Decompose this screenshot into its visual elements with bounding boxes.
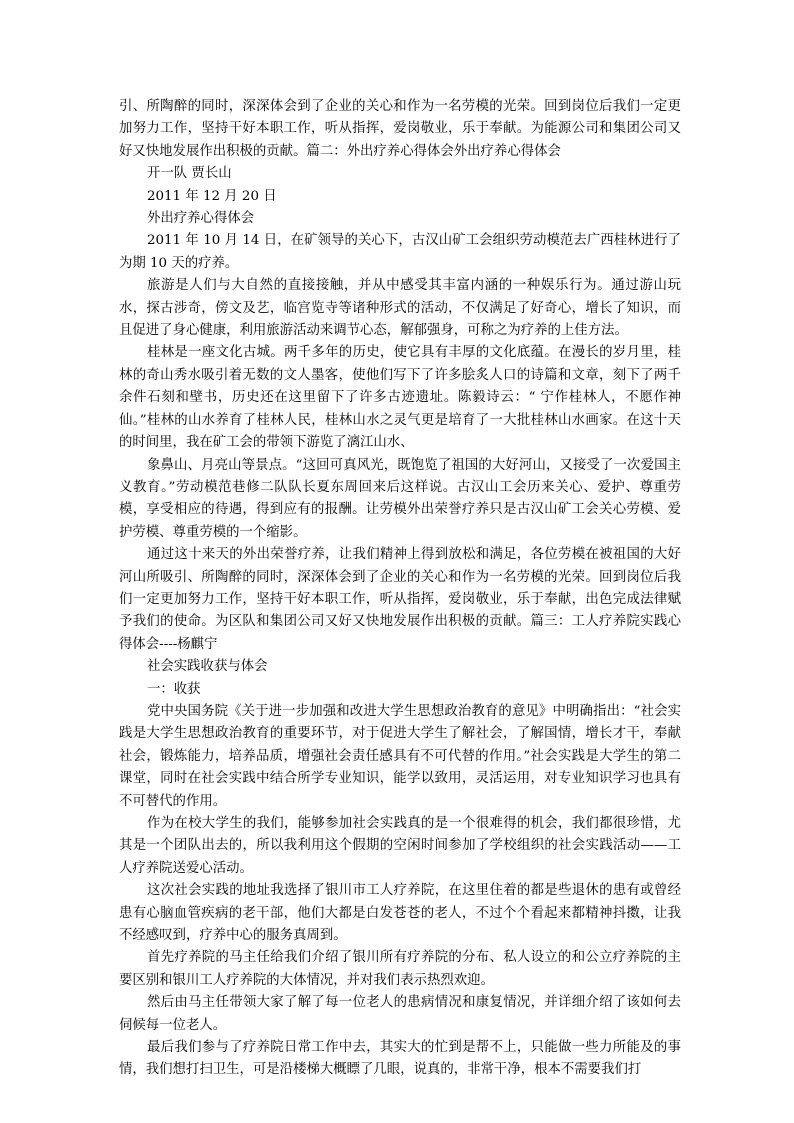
paragraph: 象鼻山、月亮山等景点。“这回可真风光，既饱览了祖国的大好河山，又接受了一次爱国主义教育。”劳动模范巷修二队队长夏东周回来后这样说。古汉山工会历来关心、爱护、尊重劳模，享受相应的待遇，得到应有的报酬。让劳模外出荣誉疗养只是古汉山矿工会关心劳模、爱护劳模、尊重劳模的一个缩影。 — [119, 457, 681, 540]
paragraph: 党中央国务院《关于进一步加强和改进大学生思想政治教育的意见》中明确指出：“社会实践是大学生思想政治教育的重要环节，对于促进大学生了解社会，了解国情，增长才干，奉献社会，锻炼能力，培养品质，增强社会责任感具有不可代替的作用。”社会实践是大学生的第二课堂，同时在社会实践中结合所学专业知识，能学以致用，灵活运用，对专业知识学习也具有不可替代的作用。 — [119, 703, 681, 809]
paragraph: 2011 年 10 月 14 日，在矿领导的关心下，古汉山矿工会组织劳动模范去广西桂林进行了为期 10 天的疗养。 — [119, 233, 681, 271]
subsection-title: 一：收获 — [147, 681, 201, 697]
paragraph-continuation: 引、所陶醉的同时，深深体会到了企业的关心和作为一名劳模的光荣。回到岗位后我们一定更加努力工作，坚持干好本职工作，听从指挥，爱岗敬业，乐于奉献。为能源公司和集团公司又好又快地发展作出积极的贡献。篇二：外出疗养心得体会外出疗养心得体会 — [119, 99, 681, 159]
section-title: 外出疗养心得体会 — [147, 211, 255, 227]
paragraph: 最后我们参与了疗养院日常工作中去，其实大的忙到是帮不上，只能做一些力所能及的事情，我们想打扫卫生，可是沿楼梯大概瞟了几眼，说真的，非常干净，根本不需要我们打 — [119, 1040, 681, 1078]
document-page — [119, 96, 681, 1082]
paragraph: 然后由马主任带领大家了解了每一位老人的患病情况和康复情况，并详细介绍了该如何去伺候每一位老人。 — [119, 995, 681, 1033]
paragraph: 桂林是一座文化古城。两千多年的历史，使它具有丰厚的文化底蕴。在漫长的岁月里，桂林的奇山秀水吸引着无数的文人墨客，使他们写下了许多脍炙人口的诗篇和文章，刻下了两千余件石刻和壁书，历史还在这里留下了许多古迹遗址。陈毅诗云：“ 宁作桂林人，不愿作神仙。”桂林的山水养育了桂林人民，桂林山水之灵气更是培育了一大批桂林山水画家。在这十天的时间里，我在矿工会的带领下游览了漓江山水、 — [119, 345, 681, 451]
paragraph: 旅游是人们与大自然的直接接触，并从中感受其丰富内涵的一种娱乐行为。通过游山玩水，探古涉奇，傍文及艺，临宫览寺等诸种形式的活动，不仅满足了好奇心，增长了知识，而且促进了身心健康，利用旅游活动来调节心态，解郁强身，可称之为疗养的上佳方法。 — [119, 278, 681, 339]
section-title: 社会实践收获与体会 — [147, 659, 268, 675]
paragraph: 这次社会实践的地址我选择了银川市工人疗养院，在这里住着的都是些退休的患有或曾经患有心脑血管疾病的老干部，他们大都是白发苍苍的老人，不过个个看起来都精神抖擞，让我不经感叹到，疗养中心的服务真周到。 — [119, 883, 681, 944]
date-line: 2011 年 12 月 20 日 — [147, 188, 277, 204]
paragraph: 作为在校大学生的我们，能够参加社会实践真的是一个很难得的机会，我们都很珍惜，尤其是一个团队出去的，所以我利用这个假期的空闲时间参加了学校组织的社会实践活动——工人疗养院送爱心活动。 — [119, 816, 681, 876]
paragraph: 首先疗养院的马主任给我们介绍了银川所有疗养院的分布、私人设立的和公立疗养院的主要区别和银川工人疗养院的大体情况，并对我们表示热烈欢迎。 — [119, 950, 681, 988]
author-line: 开一队 贾长山 — [147, 166, 232, 182]
paragraph: 通过这十来天的外出荣誉疗养，让我们精神上得到放松和满足，各位劳模在被祖国的大好河山所吸引、所陶醉的同时，深深体会到了企业的关心和作为一名劳模的光荣。回到岗位后我们一定更加努力工作，坚持干好本职工作，听从指挥，爱岗敬业，乐于奉献，出色完成法律赋予我们的使命。为区队和集团公司又好又快地发展作出积极的贡献。篇三：工人疗养院实践心得体会----杨麒宁 — [119, 547, 681, 652]
